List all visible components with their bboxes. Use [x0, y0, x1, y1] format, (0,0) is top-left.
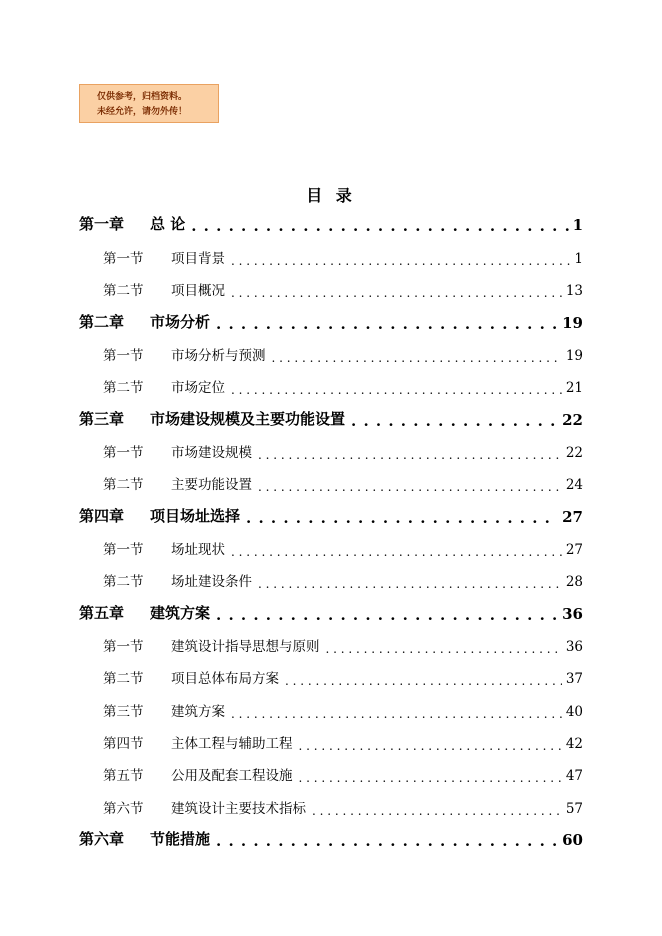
toc-section-entry[interactable] [103, 342, 583, 364]
entry-label [79, 213, 185, 234]
toc-section-entry[interactable] [103, 762, 583, 784]
entry-title: 建筑设计指导思想与原则 [171, 639, 320, 655]
entry-title: 项目背景 [171, 251, 225, 267]
entry-label [79, 828, 210, 849]
entry-label [103, 473, 252, 493]
stamp-line-2: 未经允许，请勿外传！ [97, 107, 188, 117]
dot-leader [258, 481, 562, 493]
entry-label [103, 376, 225, 396]
entry-number: 第二节 [103, 283, 144, 299]
page-number: 40 [565, 704, 583, 720]
entry-number: 第三章 [79, 410, 125, 428]
dot-leader [231, 546, 562, 558]
toc-chapter-entry[interactable] [79, 504, 583, 526]
entry-number: 第一节 [103, 542, 144, 558]
page-number: 22 [565, 445, 583, 461]
entry-title: 项目概况 [171, 283, 225, 299]
toc-section-entry[interactable] [103, 795, 583, 817]
dot-leader [312, 805, 562, 817]
toc-section-entry[interactable] [103, 277, 583, 299]
toc-section-entry[interactable] [103, 730, 583, 752]
stamp-line-1: 仅供参考，归档资料。 [97, 92, 188, 102]
page-number: 19 [562, 314, 583, 332]
entry-title: 主体工程与辅助工程 [171, 736, 293, 752]
entry-title: 建筑方案 [150, 604, 211, 622]
entry-title: 节能措施 [150, 830, 211, 848]
page-number: 42 [565, 736, 583, 752]
entry-label [103, 279, 225, 299]
entry-title: 公用及配套工程设施 [171, 768, 293, 784]
entry-label [103, 700, 225, 720]
page-number: 47 [565, 768, 583, 784]
entry-number: 第一节 [103, 445, 144, 461]
entry-title: 市场建设规模及主要功能设置 [150, 410, 346, 428]
entry-label [79, 408, 345, 429]
page-number: 24 [565, 477, 583, 493]
entry-number: 第二节 [103, 380, 144, 396]
entry-label [103, 247, 225, 267]
toc-section-entry[interactable] [103, 471, 583, 493]
toc-chapter-entry[interactable] [79, 212, 583, 234]
entry-title: 场址现状 [171, 542, 225, 558]
toc-section-entry[interactable] [103, 245, 583, 267]
entry-title: 场址建设条件 [171, 574, 252, 590]
entry-title: 项目总体布局方案 [171, 671, 279, 687]
dot-leader [285, 675, 562, 687]
entry-number: 第一节 [103, 251, 144, 267]
entry-title: 市场分析与预测 [171, 348, 266, 364]
entry-label [103, 441, 252, 461]
dot-leader [326, 643, 562, 655]
page-number: 1 [574, 251, 583, 267]
entry-title: 总 论 [150, 215, 186, 233]
page-number: 13 [565, 283, 583, 299]
toc-chapter-entry[interactable] [79, 601, 583, 623]
toc-section-entry[interactable] [103, 439, 583, 461]
page-number: 27 [565, 542, 583, 558]
entry-label [79, 311, 210, 332]
entry-title: 建筑方案 [171, 704, 225, 720]
dot-leader [246, 511, 558, 526]
entry-number: 第一节 [103, 348, 144, 364]
page-number: 22 [562, 411, 583, 429]
page-number: 28 [565, 574, 583, 590]
page-number: 27 [562, 508, 583, 526]
toc-chapter-entry[interactable] [79, 407, 583, 429]
toc-section-entry[interactable] [103, 633, 583, 655]
entry-label [103, 635, 320, 655]
dot-leader [216, 834, 558, 849]
entry-number: 第四章 [79, 507, 125, 525]
toc-title: 目 录 [306, 186, 356, 205]
toc-section-entry[interactable] [103, 698, 583, 720]
page-number: 60 [562, 831, 583, 849]
entry-number: 第四节 [103, 736, 144, 752]
page-number: 21 [565, 380, 583, 396]
toc-section-entry[interactable] [103, 536, 583, 558]
entry-label [103, 667, 279, 687]
dot-leader [299, 772, 562, 784]
page-number: 1 [572, 216, 583, 234]
entry-title: 市场分析 [150, 313, 211, 331]
dot-leader [216, 317, 558, 332]
page-number: 37 [565, 671, 583, 687]
toc-section-entry[interactable] [103, 568, 583, 590]
toc-section-entry[interactable] [103, 374, 583, 396]
dot-leader [231, 384, 562, 396]
entry-number: 第六节 [103, 801, 144, 817]
entry-number: 第三节 [103, 704, 144, 720]
dot-leader [258, 578, 562, 590]
entry-title: 项目场址选择 [150, 507, 241, 525]
toc-section-entry[interactable] [103, 665, 583, 687]
entry-number: 第二节 [103, 477, 144, 493]
entry-label [103, 570, 252, 590]
toc-chapter-entry[interactable] [79, 310, 583, 332]
confidential-stamp [79, 84, 219, 123]
entry-number: 第五章 [79, 604, 125, 622]
entry-number: 第一章 [79, 215, 125, 233]
entry-label [103, 797, 306, 817]
dot-leader [299, 740, 562, 752]
entry-label [103, 538, 225, 558]
entry-title: 市场定位 [171, 380, 225, 396]
page-number: 36 [565, 639, 583, 655]
entry-label [79, 505, 240, 526]
entry-label [103, 764, 293, 784]
page-number: 19 [565, 348, 583, 364]
dot-leader [258, 449, 562, 461]
toc-chapter-entry[interactable] [79, 827, 583, 849]
dot-leader [231, 255, 570, 267]
entry-number: 第二节 [103, 574, 144, 590]
entry-number: 第二节 [103, 671, 144, 687]
entry-number: 第二章 [79, 313, 125, 331]
entry-label [103, 344, 266, 364]
dot-leader [191, 219, 568, 234]
dot-leader [231, 287, 562, 299]
entry-number: 第六章 [79, 830, 125, 848]
entry-title: 建筑设计主要技术指标 [171, 801, 306, 817]
entry-label [79, 602, 210, 623]
dot-leader [272, 352, 562, 364]
dot-leader [231, 708, 562, 720]
page-number: 36 [562, 605, 583, 623]
entry-title: 市场建设规模 [171, 445, 252, 461]
entry-number: 第五节 [103, 768, 144, 784]
entry-title: 主要功能设置 [171, 477, 252, 493]
entry-label [103, 732, 293, 752]
dot-leader [351, 414, 558, 429]
dot-leader [216, 608, 558, 623]
entry-number: 第一节 [103, 639, 144, 655]
page-number: 57 [565, 801, 583, 817]
